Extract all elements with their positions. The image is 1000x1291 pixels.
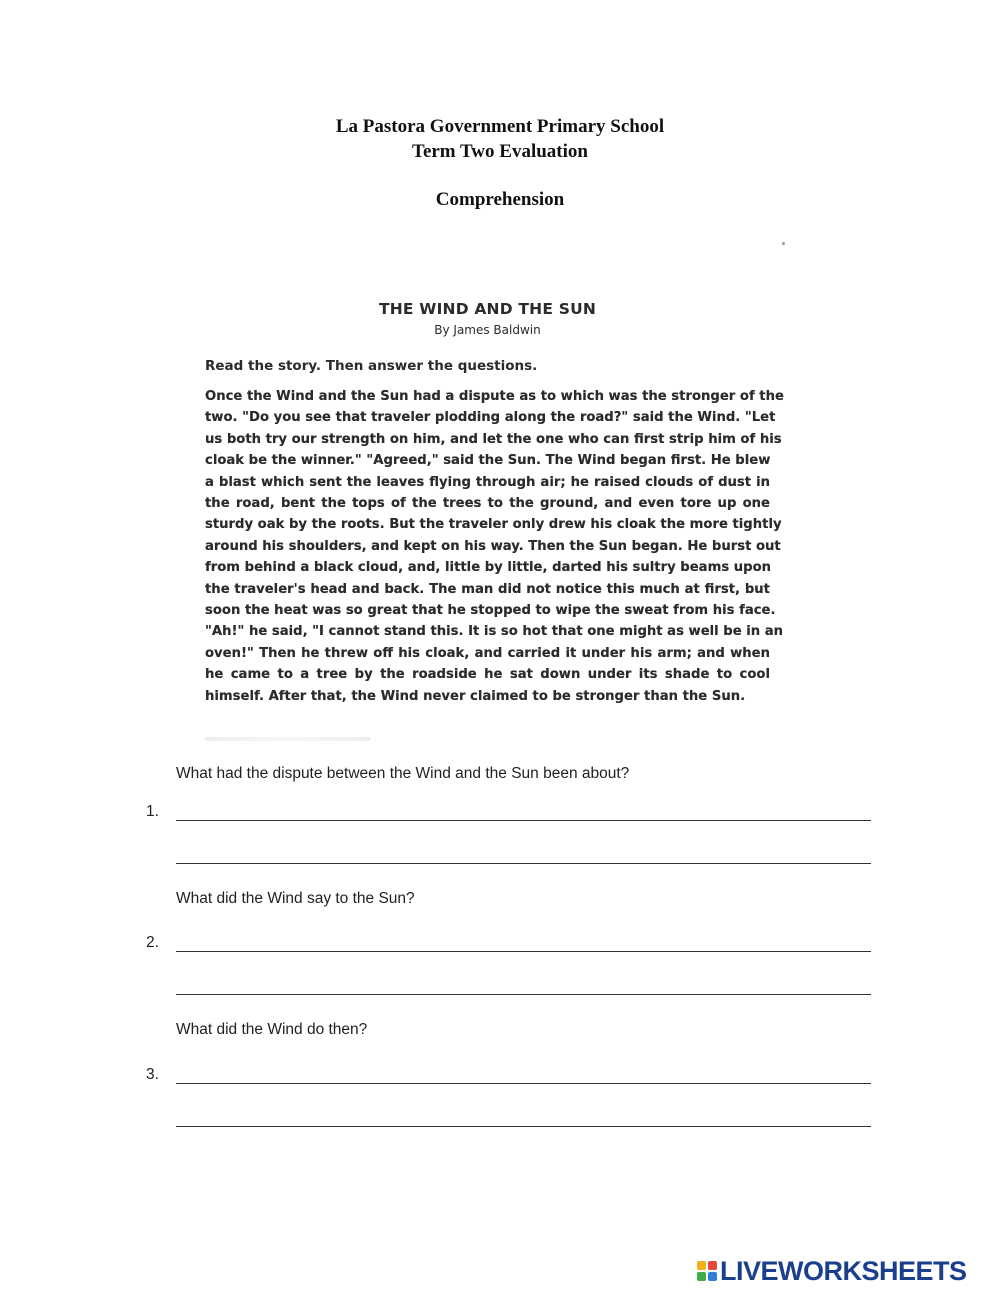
logo-tile	[708, 1261, 717, 1270]
passage-line: "Ah!" he said, "I cannot stand this. It is so hot that one might as well be in an	[205, 624, 784, 640]
answer-line-2a[interactable]	[176, 951, 871, 952]
school-name: La Pastora Government Primary School	[335, 116, 665, 137]
story-author: By James Baldwin	[434, 323, 541, 337]
story-title: THE WIND AND THE SUN	[378, 300, 597, 318]
answer-line-2b[interactable]	[176, 994, 871, 995]
passage-line: the road, bent the tops of the trees to the ground, and even tore up one	[205, 496, 770, 512]
passage-line: two. "Do you see that traveler plodding along the road?" said the Wind. "Let	[205, 410, 776, 426]
answer-line-1b[interactable]	[176, 863, 871, 864]
passage-line: he came to a tree by the roadside he sat down under its shade to cool	[205, 667, 770, 683]
question-2-text: What did the Wind say to the Sun?	[176, 890, 415, 907]
passage-line: cloak be the winner." "Agreed," said the Sun. The Wind began first. He blew	[205, 453, 771, 469]
scan-artifact	[205, 737, 370, 741]
passage-line: sturdy oak by the roots. But the traveler only drew his cloak the more tightly	[205, 517, 782, 533]
answer-line-3b[interactable]	[176, 1126, 871, 1127]
passage-line: around his shoulders, and kept on his way. Then the Sun began. He burst out	[205, 538, 781, 554]
question-1-number: 1.	[146, 803, 159, 820]
passage-line: the traveler's head and back. The man did not notice this much at first, but	[205, 581, 770, 597]
logo-mark-icon	[697, 1261, 717, 1281]
question-2-number: 2.	[146, 934, 159, 951]
story-block	[205, 300, 784, 707]
answer-line-3a[interactable]	[176, 1083, 871, 1084]
passage-line: Once the Wind and the Sun had a dispute as to which was the stronger of the	[205, 389, 784, 404]
logo-text: LIVEWORKSHEETS	[720, 1255, 967, 1286]
story-instruction: Read the story. Then answer the questions.	[205, 358, 538, 374]
passage-line: soon the heat was so great that he stopped to wipe the sweat from his face.	[205, 603, 776, 619]
liveworksheets-logo	[697, 1256, 967, 1286]
section-title: Comprehension	[435, 189, 565, 210]
question-3-number: 3.	[146, 1066, 159, 1083]
passage-line: oven!" Then he threw off his cloak, and carried it under his arm; and when	[205, 645, 770, 661]
answer-line-1a[interactable]	[176, 820, 871, 821]
passage-line: himself. After that, the Wind never claimed to be stronger than the Sun.	[205, 688, 746, 704]
scan-speck	[782, 242, 785, 245]
passage-line: a blast which sent the leaves flying through air; he raised clouds of dust in	[205, 474, 770, 490]
passage-line: from behind a black cloud, and, little by little, darted his sultry beams upon	[205, 560, 772, 576]
logo-tile	[697, 1261, 706, 1270]
question-1-text: What had the dispute between the Wind and the Sun been about?	[176, 765, 630, 782]
question-3-text: What did the Wind do then?	[176, 1021, 368, 1038]
story-passage	[205, 386, 784, 707]
logo-tile	[708, 1272, 717, 1281]
passage-line: us both try our strength on him, and let the one who can first strip him of his	[205, 431, 782, 447]
evaluation-title: Term Two Evaluation	[412, 141, 588, 162]
logo-tile	[697, 1272, 706, 1281]
